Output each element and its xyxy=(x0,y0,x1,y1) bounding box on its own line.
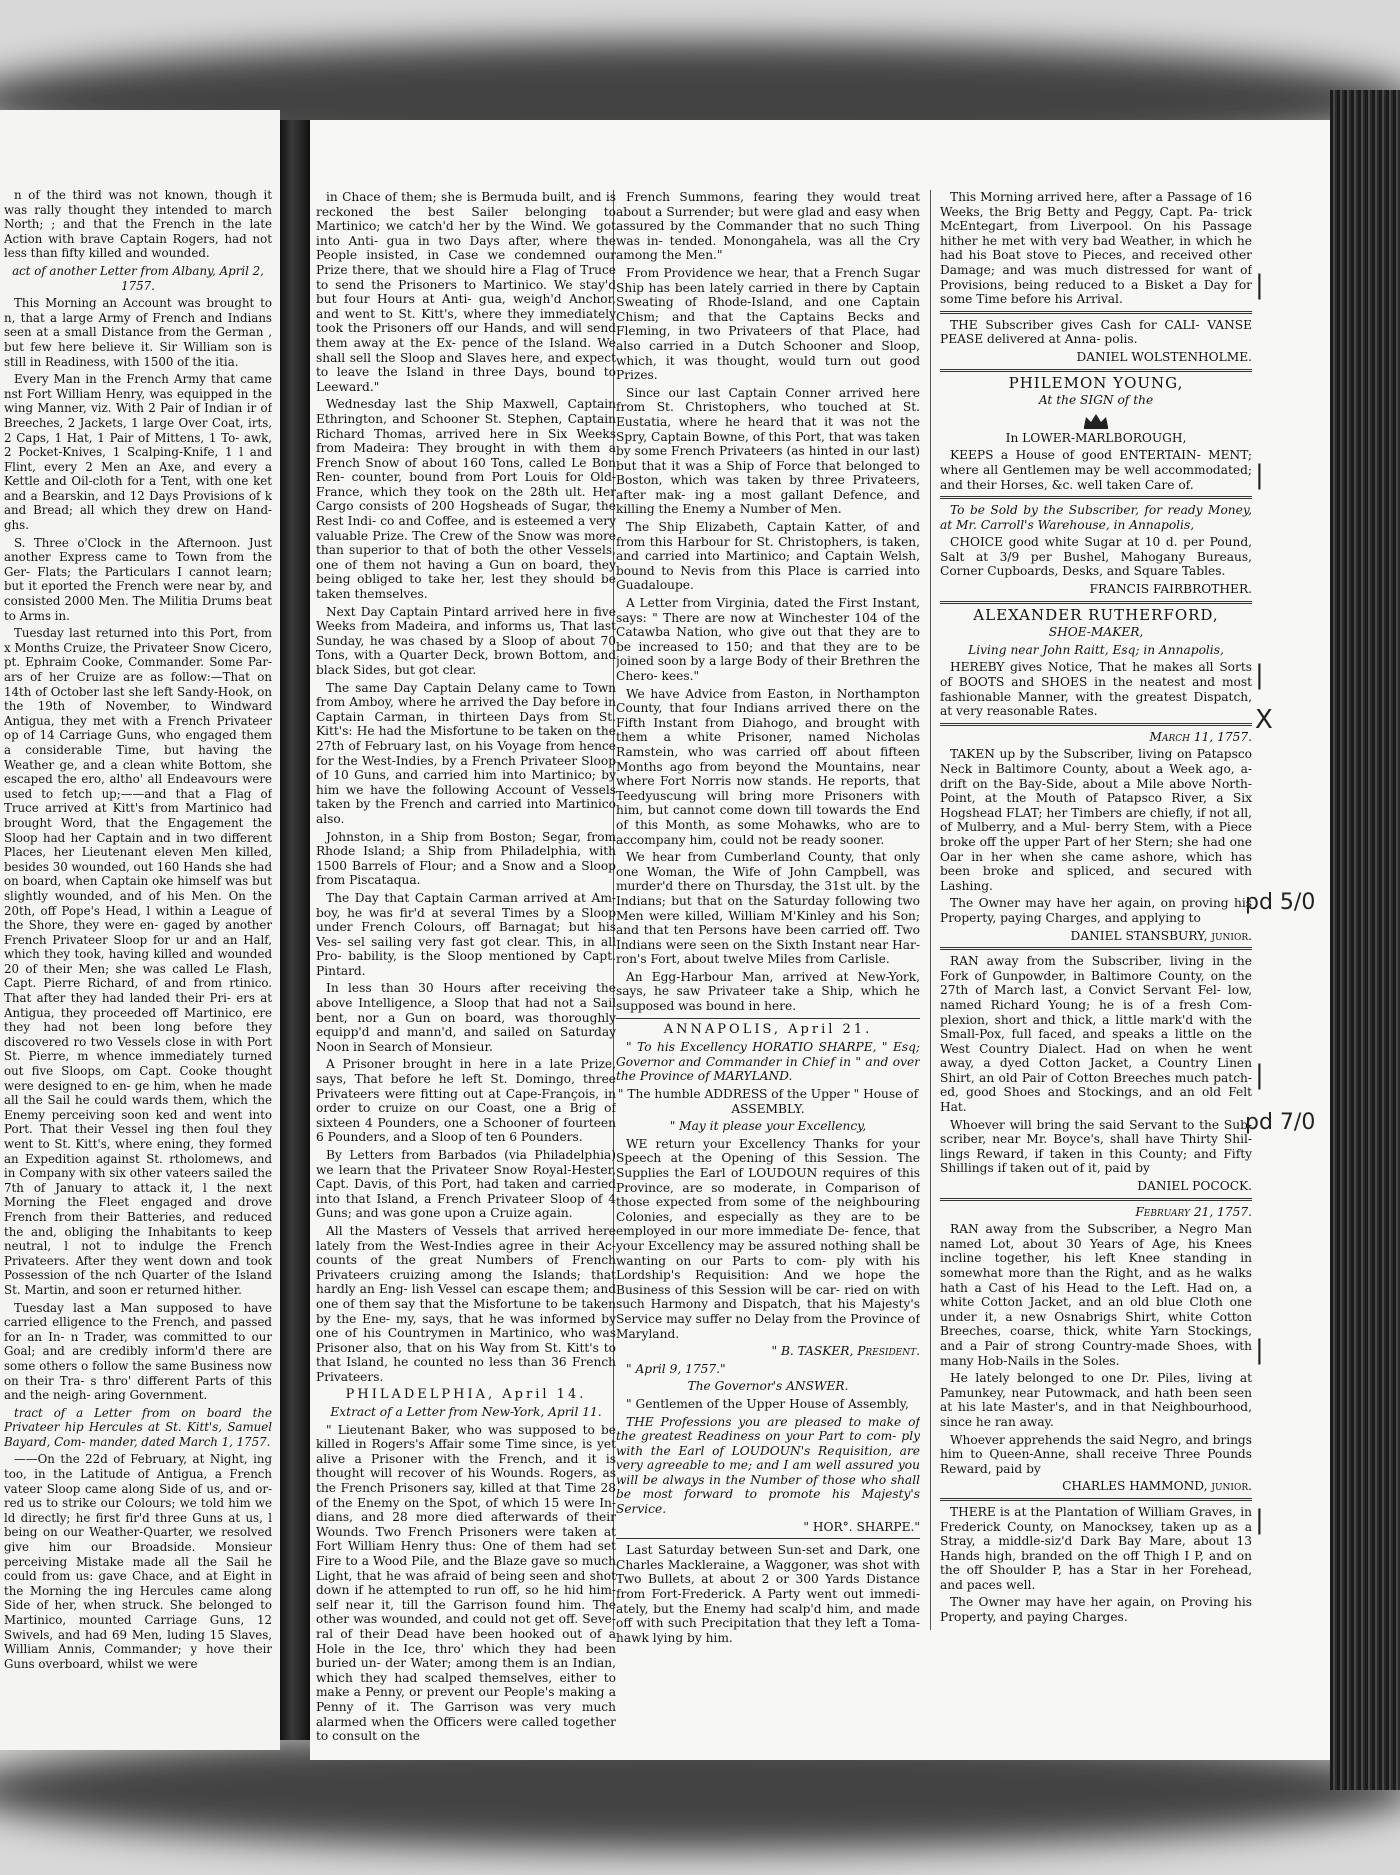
article: Wednesday last the Ship Maxwell, Captain Ethrington, and Schooner St. Stephen, Captain Richard Thomas, arrived here in Six Weeks from Madeira: They brought in with them a French Snow of about 160 Tons, called Le Bon Ren- counter, bound from Port Louis for Old-France, which they took on the 28th ult. Her Cargo consists of 200 Hogsheads of Sugar, the Rest Indi- co and Coffee, and is esteemed a very valuable Prize. The Crew of the Snow was more than superior to that of both the other Vessels, one of them not having a Gun on board, they being obliged to take her, lest they should be taken themselves. xyxy=(316,397,616,602)
annapolis-dateline: ANNAPOLIS, April 21. xyxy=(663,1021,873,1037)
ad-subheading: At the SIGN of the xyxy=(1038,393,1154,408)
right-page xyxy=(310,120,1330,1760)
ad-body: KEEPS a House of good ENTERTAIN- MENT; where all Gentlemen may be well accommodated; and their Horses, &c. well taken Care of. xyxy=(940,448,1252,492)
left-extract-head: act of another Letter from Albany, April 2, 1757. xyxy=(12,263,264,293)
handwritten-mark: | xyxy=(1255,270,1264,300)
ad-place: Living near John Raitt, Esq; in Annapolis, xyxy=(968,642,1224,657)
address-date: " April 9, 1757." xyxy=(626,1361,726,1376)
left-fragment: Tuesday last a Man supposed to have carried elligence to the French, and passed for an In- n Trader, was committed to our Goal; and are credibly inform'd there are some others o follow the same Business now on their Tra- s thro' different Parts of this and the neigh- aring Government. xyxy=(4,1300,272,1403)
ad-heading: PHILEMON YOUNG, xyxy=(1008,373,1184,392)
extract-heading: Extract of a Letter from New-York, April 11. xyxy=(330,1405,602,1420)
ad-body: Whoever will bring the said Servant to the Sub- scriber, near Mr. Boyce's, shall have Thirty Shil- lings Reward, if taken in this County; and Fifty Shillings if taken out of it, paid by xyxy=(940,1117,1252,1176)
philadelphia-dateline: PHILADELPHIA, April 14. xyxy=(345,1386,587,1402)
column-2 xyxy=(616,190,920,1648)
address-signature: " B. TASKER, President. xyxy=(771,1344,920,1359)
left-fragment: ——On the 22d of February, at Night, ing too, in the Latitude of Antigua, a French vateer Sloop came along Side of us, and or- red us to strike our Colours; we told him we ld directly; he first fir'd three Guns at us, l being on our Weather-Quarter, we resolved give him our Broadside. Monsieur perceiving Mistake made all the Sail he could from us: gave Chace, and at Eight in the Morning the ing Hercules came along Side of her, when struck. She belonged to Martinico, mounted Carriage Guns, 12 Swivels, and had 69 Men, luding 15 Slaves, William Annis, Commander; y hove their Guns overboard, whilst we were xyxy=(4,1452,272,1671)
article: In less than 30 Hours after receiving the above Intelligence, a Sloop that had not a Sail bent, nor a Gun on board, was thoroughly equipp'd and mann'd, and sailed on Saturday Noon in Search of Monsieur. xyxy=(316,981,616,1054)
article: Johnston, in a Ship from Boston; Segar, from Rhode Island; a Ship from Philadelphia, with 1500 Barrels of Flour; and a Snow and a Sloop from Piscataqua. xyxy=(316,829,616,888)
column-1 xyxy=(316,190,616,1747)
divider xyxy=(940,1198,1252,1201)
left-page-column xyxy=(4,188,272,1674)
article: " Lieutenant Baker, who was supposed to be killed in Rogers's Affair some Time since, is yet alive a Prisoner with the French, and it is thought will recover of his Wounds. Rogers, as the French Prisoners say, killed at that Time 28 of the Enemy on the Spot, of which 15 were In- dians, and 28 more died afterwards of their Wounds. Two French Prisoners were taken at Fort William Henry thus: One of them had set Fire to a Wood Pile, and the Blaze gave so much Light, that he was afraid of being seen and shot down if he attempted to run off, so he hid him- self near it, till the Garrison found him. The other was wounded, and could not get off. Seve- ral of their Dead have been hooked out of a Hole in the Ice, thro' which they had been buried un- der Water; among them is an Indian, which they had scalped themselves, either to make a Penny, or prevent our People's making a Penny of it. The Garrison was very much alarmed when the Officers were called together to consult on the xyxy=(316,1422,616,1744)
arrival-notice: This Morning arrived here, after a Passage of 16 Weeks, the Brig Betty and Peggy, Capt. Pa- trick McEntegart, from Liverpool. On his Passage hither he met with very bad Weather, in which he had his Boat stove to Pieces, and received other Damage; and was much distressed for want of Provisions, being reduced to a Bisket a Day for some Time before his Arrival. xyxy=(940,190,1252,307)
left-fragment: Tuesday last returned into this Port, from x Months Cruize, the Privateer Snow Cicero, pt. Ephraim Cooke, Commander. Some Par- ars of her Cruize are as follow:—That on 14th of October last she left Sandy-Hook, on the 19th of November, to Windward Antigua, they met with a French Privateer op of 14 Carriage Guns, who engaged them a considerable Time, but having the Weather ge, and a clean white Bottom, she escaped the ero, altho' all Endeavours were used to fetch up;——and that a Flag of Truce arrived at Kitt's from Martinico had brought Word, that the Engagement the Sloop had her Captain and in two different Places, her Lieutenant eleven Men killed, besides 30 wounded, out 160 Hands she had on board, when Captain oke himself was but slightly wounded, and of his Men. On the 20th, off Pope's Head, l within a League of the Shore, they were en- gaged by another French Privateer Sloop for ur and an Half, which they took, having killed and wounded 20 of their Men; she was called Le Flash, Capt. Pierre Richard, of and from rtinico. That after they had landed their Pri- ers at Antigua, they proceeded off Martinico, ere they had not been long before they discovered ro two Vessels close in with Port St. Pierre, m whence immediately turned out five Sloops, om Capt. Cooke thought were designed to en- ge him, when he made all the Sail he could wards them, which the Enemy perceiving soon ked and went into Port. That their Vessel ing then foul they went to St. Kitt's, where ening, they formed an Expedition against St. rtholomews, and in Company with six other vateers sailed the 7th of January to attack it, l the next Morning the Fleet engaged and drove French from their Batteries, and reduced the and, obliging the Inhabitants to keep neutral, l not to indulge the French Privateers. After they went down and took Possession of the nch Quarter of the Island St. Martin, and soon er returned hither. xyxy=(4,626,272,1297)
handwritten-mark: pd 5/0 xyxy=(1245,890,1316,915)
handwritten-mark: | xyxy=(1255,1060,1264,1090)
article: in Chace of them; she is Bermuda built, and is reckoned the best Sailer belonging to Martinico; we catch'd her by the Wind. We got into Anti- gua in two Days after, where the People insisted, in Case we condemned our Prize there, that we should hire a Flag of Truce to send the Prisoners to Martinico. We stay'd but four Hours at Anti- gua, weigh'd Anchor, and went to St. Kitt's, where they immediately took the Prisoners off our Hands, and will send them away at the Ex- pence of the Island. We shall sell the Sloop and Slaves here, and expect to leave the Island in three Days, bound to Leeward." xyxy=(316,190,616,394)
answer-body: THE Professions you are pleased to make of the greatest Readiness on your Part to com- ply with the Earl of LOUDOUN's Requisition, are very agreeable to me; and I am well assured you will be always in the Number of those who shall be most forward to promote his Majesty's Service. xyxy=(616,1414,920,1517)
ad-date: February 21, 1757. xyxy=(1135,1204,1252,1219)
book-gutter xyxy=(280,120,310,1740)
crown-icon xyxy=(1082,411,1110,429)
article: French Summons, fearing they would treat about a Surrender; but were glad and easy when assured by the Commander that no such Thing was in- tended. Monongahela, was all the Cry among the Men." xyxy=(616,190,920,263)
handwritten-mark: pd 7/0 xyxy=(1245,1110,1316,1135)
article: Last Saturday between Sun-set and Dark, one Charles Mackleraine, a Waggoner, was shot with Two Bullets, at about 2 or 300 Yards Distance from Fort-Frederick. A Party went out immedi- ately, but the Enemy had scalp'd him, and made off with such Precipitation that they left a Toma- hawk lying by him. xyxy=(616,1543,920,1645)
ad-body: The Owner may have her again, on proving his Property, paying Charges, and applying to xyxy=(940,896,1252,925)
handwritten-mark: | xyxy=(1255,1335,1264,1365)
divider xyxy=(940,496,1252,499)
answer-heading: The Governor's ANSWER. xyxy=(687,1379,849,1394)
ad-signature: DANIEL STANSBURY, junior. xyxy=(1070,928,1252,943)
divider xyxy=(940,311,1252,314)
ad-heading: To be Sold by the Subscriber, for ready Money, at Mr. Carroll's Warehouse, in Annapolis, xyxy=(940,503,1252,532)
ad-signature: DANIEL WOLSTENHOLME. xyxy=(1076,349,1252,364)
ad-subheading: SHOE-MAKER, xyxy=(1048,625,1144,640)
book-page-edges xyxy=(1330,90,1400,1790)
article: From Providence we hear, that a French Sugar Ship has been lately carried in there by Captain Sweating of Rhode-Island, and one Captain Chism; and that the Captains Becks and Fleming, in two Privateers of that Place, had also carried in a Dutch Schooner and Sloop, which, it was thought, would turn out good Prizes. xyxy=(616,265,920,383)
article: All the Masters of Vessels that arrived here lately from the West-Indies agree in their Ac- counts of the great Numbers of French Privateers cruizing among the Islands; that hardly an Eng- lish Vessel can escape them; and one of them say that the Misfortune to be taken by the Ene- my, says, that he was informed by one of his Countrymen in Martinico, who was Prisoner also, that on his Way from St. Kitt's to that Island, he counted no less than 36 French Privateers. xyxy=(316,1223,616,1384)
article: We have Advice from Easton, in Northampton County, that four Indians arrived there on the Fifth Instant from Diahogo, and brought with them a white Prisoner, named Nicholas Ramstein, who was carried off about fifteen Months ago from beyond the Mountains, near where Fort Norris now stands. He reports, that Teedyuscung will bring more Prisoners with him, but cannot come down till towards the End of this Month, as some Mohawks, who are to accompany him, could not be ready sooner. xyxy=(616,686,920,847)
ad-body: CHOICE good white Sugar at 10 d. per Pound, Salt at 3/9 per Bushel, Mahogany Bureaus, Corner Cupboards, Desks, and Square Tables. xyxy=(940,535,1252,579)
article: A Prisoner brought in here in a late Prize, says, That before he left St. Domingo, three Privateers were fitting out at Cape-François, in order to cruize on our Coast, one a Brig of sixteen 4 Pounders, one a Schooner of fourteen 6 Pounders, and a Sloop of ten 6 Pounders. xyxy=(316,1057,616,1145)
ad-body: Whoever apprehends the said Negro, and brings him to Queen-Anne, shall receive Three Pounds Reward, paid by xyxy=(940,1432,1252,1476)
left-fragment: This Morning an Account was brought to n, that a large Army of French and Indians seen at a small Distance from the German , but few here believe it. Sir William son is still in Readiness, with 1500 of the itia. xyxy=(4,296,272,369)
column-rule xyxy=(930,190,931,1630)
article: An Egg-Harbour Man, arrived at New-York, says, he saw Privateer take a Ship, which he supposed was bound in here. xyxy=(616,969,920,1014)
ad-body: He lately belonged to one Dr. Piles, living at Pamunkey, near Putowmack, and hath been seen at his late Master's, and in that Neighbourhood, since he ran away. xyxy=(940,1371,1252,1429)
ad-body: TAKEN up by the Subscriber, living on Patapsco Neck in Baltimore County, about a Week ago, a-drift on the Bay-Side, about a Mile above North-Point, at the Mouth of Patapsco River, a Six Hogshead FLAT; her Timbers are chiefly, if not all, of Mulberry, and a Mul- berry Stem, with a Piece broke off the upper Part of her Stern; she had one Oar in her when she came ashore, which has been broke and spliced, and secured with Lashing. xyxy=(940,747,1252,893)
left-page xyxy=(0,110,280,1750)
ad-date: March 11, 1757. xyxy=(1149,729,1252,744)
column-3-advertisements xyxy=(940,190,1252,1628)
ad-body: RAN away from the Subscriber, living in the Fork of Gunpowder, in Baltimore County, on the 27th of March last, a Convict Servant Fel- low, named Richard Young; he is of a fresh Com- plexion, short and thick, a little mark'd with the Small-Pox, full faced, and speaks a little on the West Country Dialect. Had on when he went away, a dyed Cotton Jacket, a Country Linen Shirt, an old Pair of Cotton Breeches much patch- ed, good Shoes and Stockings, and an old Felt Hat. xyxy=(940,954,1252,1115)
divider xyxy=(616,1018,920,1019)
ad-signature: CHARLES HAMMOND, junior. xyxy=(1062,1479,1252,1494)
answer-signature: " HOR°. SHARPE." xyxy=(803,1519,920,1534)
address-body: WE return your Excellency Thanks for your Speech at the Opening of this Session. The Supplies the Earl of LOUDOUN requires of this Province, are so moderate, in Comparison of those expected from some of the neighbouring Colonies, and especially as they are to be employed in our more immediate De- fence, that your Excellency may be assured nothing shall be wanting on our Parts to com- ply with his Lordship's Requisition: And we hope the Business of this Session will be car- ried on with such Harmony and Dispatch, that his Majesty's Service may suffer no Delay from the Province of Maryland. xyxy=(616,1136,920,1341)
ad-calivanse: THE Subscriber gives Cash for CALI- VANSE PEASE delivered at Anna- polis. xyxy=(940,317,1252,347)
divider xyxy=(940,1498,1252,1501)
handwritten-mark: | xyxy=(1255,660,1264,690)
ad-body: HEREBY gives Notice, That he makes all Sorts of BOOTS and SHOES in the neatest and most fashionable Manner, with the greatest Dispatch, at very reasonable Rates. xyxy=(940,660,1252,719)
divider xyxy=(616,1538,920,1539)
ad-body: RAN away from the Subscriber, a Negro Man named Lot, about 30 Years of Age, his Knees incline together, his left Knee standing in somewhat more than the Right, and as he walks hath a Cast of his Head to the Left. Had on, a white Cotton Jacket, and an old blue Cloth one under it, a new Osnabrigs Shirt, white Cotton Breeches, coarse, thick, white Yarn Stockings, and a Pair of strong Country-made Shoes, with many Hob-Nails in the Soles. xyxy=(940,1222,1252,1368)
article: The Ship Elizabeth, Captain Katter, of and from this Harbour for St. Christophers, is taken, and carried into Martinico; and Captain Welsh, bound to Nevis from this Place is carried into Guadaloupe. xyxy=(616,520,920,593)
article: Next Day Captain Pintard arrived here in five Weeks from Madeira, and informs us, That last Sunday, he was chased by a Sloop of about 70 Tons, with a Quarter Deck, brown Bottom, and black Sides, but got clear. xyxy=(316,604,616,677)
article: By Letters from Barbados (via Philadelphia) we learn that the Privateer Snow Royal-Hester, Capt. Davis, of this Port, had taken and carried into that Island, a French Privateer Sloop of 4 Guns; and was gone upon a Cruize again. xyxy=(316,1148,616,1221)
left-fragment: S. Three o'Clock in the Afternoon. Just another Express came to Town from the Ger- Flats; the Particulars I cannot learn; but it eported the French were near by, and consisted 2000 Men. The Militia Drums beat to Arms in. xyxy=(4,535,272,623)
divider xyxy=(940,601,1252,604)
address-heading: " The humble ADDRESS of the Upper " House of ASSEMBLY. xyxy=(617,1087,919,1116)
handwritten-mark: | xyxy=(1255,1505,1264,1535)
article: The Day that Captain Carman arrived at Am- boy, he was fir'd at several Times by a Sloop under French Colours, off Barnagat; but his Ves- sel sailing very fast got clear. This, in all Pro- bability, is the Sloop mentioned by Capt. Pintard. xyxy=(316,890,616,978)
ad-signature: FRANCIS FAIRBROTHER. xyxy=(1089,582,1252,597)
article: A Letter from Virginia, dated the First Instant, says: " There are now at Winchester 104 of the Catawba Nation, who give out that they are to be increased to 150; and that they are to be joined soon by a large Body of their Brethren the Chero- kees." xyxy=(616,596,920,683)
address-salutation: " May it please your Excellency, xyxy=(669,1119,867,1134)
divider xyxy=(940,369,1252,372)
article: The same Day Captain Delany came to Town from Amboy, where he arrived the Day before in Captain Carman, in thirteen Days from St. Kitt's: He had the Misfortune to be taken on the 27th of February last, on his Voyage from hence for the West-Indies, by a French Privateer Sloop of 10 Guns, and carried him into Martinico; by him we have the following Account of Vessels taken by the French and carried into Martinico also. xyxy=(316,680,616,826)
address-recipient: " To his Excellency HORATIO SHARPE, " Esq; Governor and Commander in Chief in " and over the Province of MARYLAND. xyxy=(616,1040,920,1084)
ad-body: The Owner may have her again, on Proving his Property, and paying Charges. xyxy=(940,1595,1252,1625)
divider xyxy=(940,723,1252,726)
ad-signature: DANIEL POCOCK. xyxy=(1137,1179,1252,1194)
answer-salutation: " Gentlemen of the Upper House of Assembly, xyxy=(626,1396,909,1411)
article: Since our last Captain Conner arrived here from St. Christophers, who touched at St. Eustatia, where he heard that it was not the Spry, Captain Bowne, of this Port, that was taken by some French Privateers (as hinted in our last) but that it was a Ship of Force that belonged to Boston, which was taken by three Privateers, after mak- ing a most gallant Defence, and killing the Enemy a Number of Men. xyxy=(616,385,920,517)
ad-body: THERE is at the Plantation of William Graves, in Frederick County, on Manocksey, taken up as a Stray, a middle-siz'd Dark Bay Mare, about 13 Hands high, branded on the off Thigh I P, and on the off Shoulder P, has a Star in her Forehead, and paces well. xyxy=(940,1504,1252,1592)
handwritten-mark: | xyxy=(1255,460,1264,490)
left-extract-head: tract of a Letter from on board the Privateer hip Hercules at St. Kitt's, Samuel Bayard, Com- mander, dated March 1, 1757. xyxy=(4,1405,272,1449)
ad-place: In LOWER-MARLBOROUGH, xyxy=(1005,430,1187,445)
handwritten-mark: X xyxy=(1255,705,1273,735)
ad-heading: ALEXANDER RUTHERFORD, xyxy=(973,605,1219,624)
left-fragment: n of the third was not known, though it was rally thought they intended to march North; ; and that the French in the late Action with brave Captain Rogers, had not less than fifty killed and wounded. xyxy=(4,188,272,261)
divider xyxy=(940,947,1252,950)
left-fragment: Every Man in the French Army that came nst Fort William Henry, was equipped in the wing Manner, viz. With 2 Pair of Indian ir of Breeches, 2 Jackets, 1 large Over Coat, irts, 2 Caps, 1 Hat, 1 Pair of Mittens, 1 To- awk, 2 Pocket-Knives, 1 Scalping-Knife, 1 l and Flint, every 2 Men an Axe, and every a Kettle and Oil-cloth for a Tent, with one ket and a Bearskin, and 12 Days Provisions of k and Bread; all which they drew on Hand-ghs. xyxy=(4,372,272,533)
article: We hear from Cumberland County, that only one Woman, the Wife of John Campbell, was murder'd there on Thursday, the 31st ult. by the Indians; but that on the Saturday following two Men were killed, William M'Kinley and his Son; and that ten Persons have been carried off. Two Indians were seen on the Sixth Instant near Har- ron's Fort, about twelve Miles from Carlisle. xyxy=(616,850,920,967)
